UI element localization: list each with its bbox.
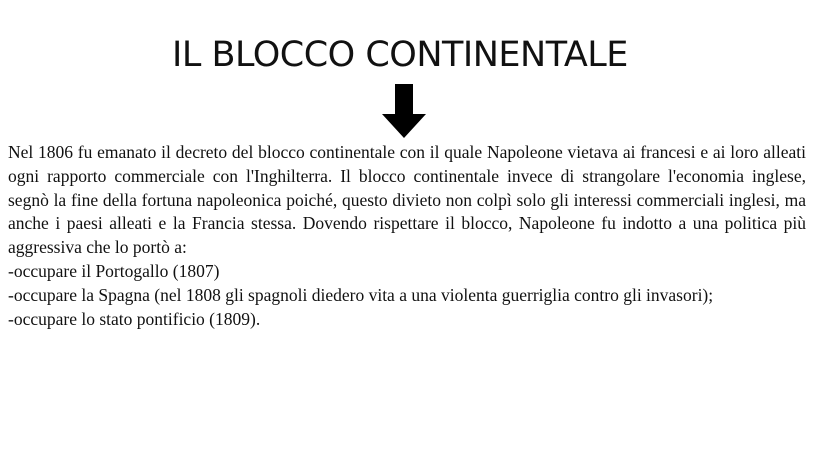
body-text bbox=[8, 141, 806, 331]
list-item: -occupare la Spagna (nel 1808 gli spagnoli diedero vita a una violenta guerriglia contro gli invasori); bbox=[8, 284, 714, 305]
intro-paragraph: Nel 1806 fu emanato il decreto del blocco continentale con il quale Napoleone vietava ai francesi e ai loro alleati ogni rapporto commerciale con l'Inghilterra. Il blocco continentale invece di strangolare l'economia inglese, segnò la fine della fortuna napoleonica poiché, questo divieto non colpì solo gli interessi commerciali inglesi, ma anche i paesi alleati e la Francia stessa. Dovendo rispettare il blocco, Napoleone fu indotto a una politica più aggressiva che lo portò a: bbox=[8, 142, 806, 258]
slide-title: IL BLOCCO CONTINENTALE bbox=[172, 35, 628, 75]
list-item: -occupare lo stato pontificio (1809). bbox=[8, 308, 261, 329]
list-item: -occupare il Portogallo (1807) bbox=[8, 260, 220, 281]
down-arrow-icon bbox=[382, 84, 426, 138]
